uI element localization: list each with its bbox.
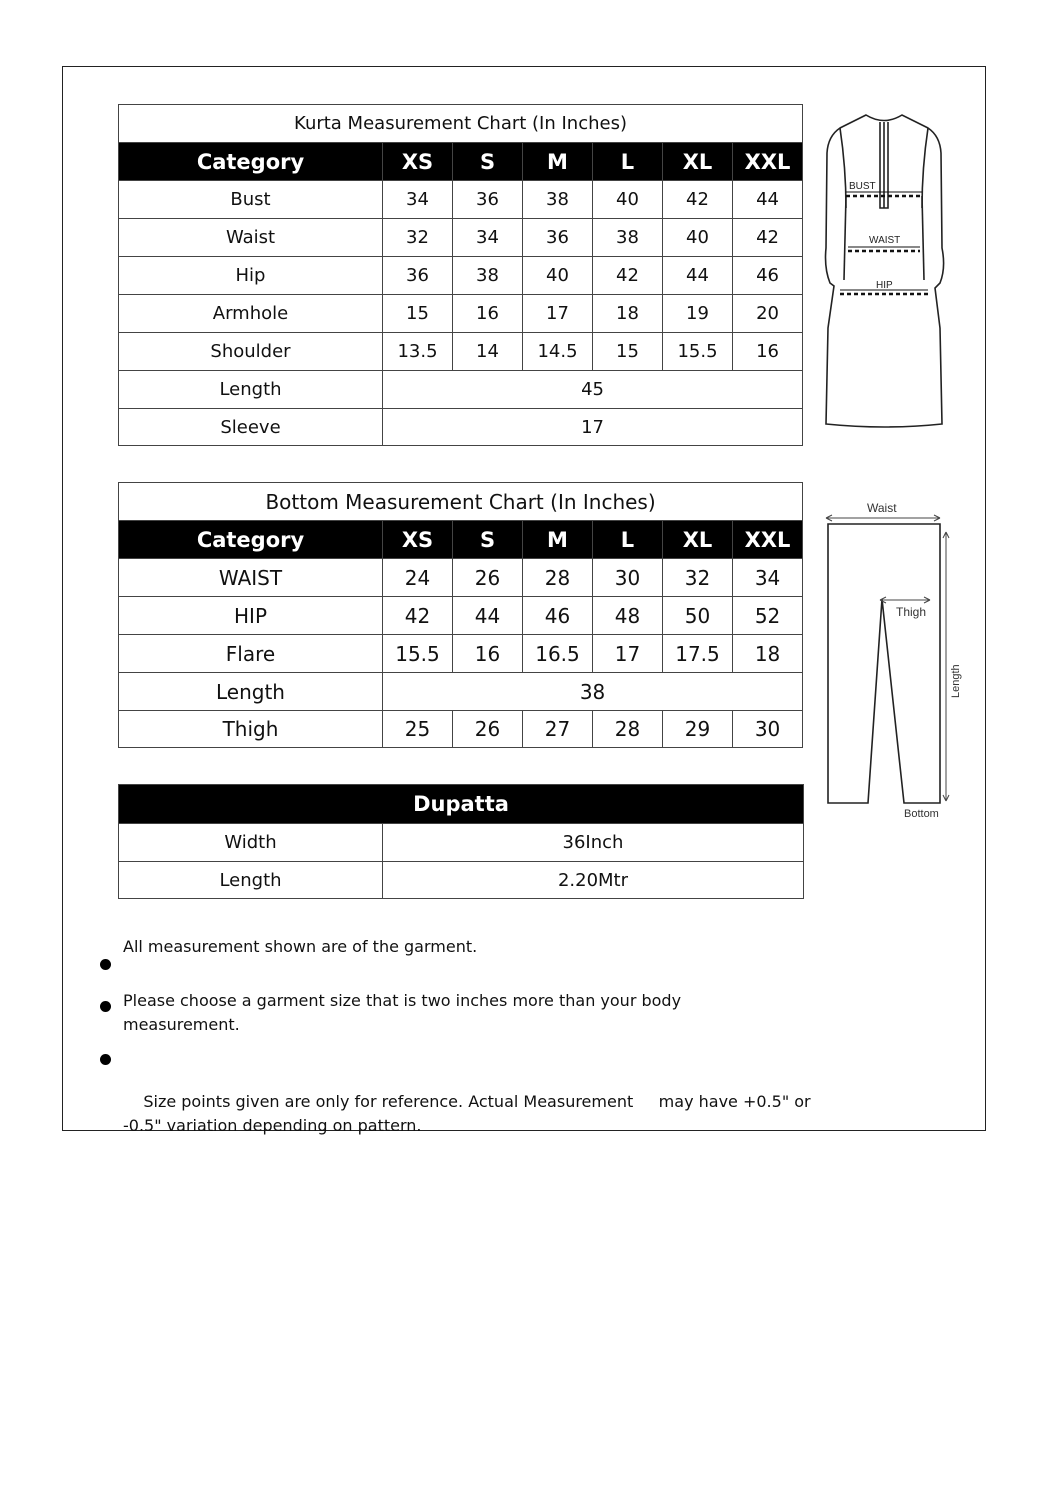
table-cell: 36Inch <box>383 824 804 862</box>
table-cell: 28 <box>523 559 593 597</box>
list-item <box>95 935 815 959</box>
table-cell: 34 <box>383 181 453 219</box>
table-cell: 38 <box>523 181 593 219</box>
table-cell: 46 <box>523 597 593 635</box>
bottom-header-category: Category <box>119 521 383 559</box>
row-label: Length <box>119 673 383 711</box>
table-cell: 52 <box>733 597 803 635</box>
table-row <box>119 409 803 446</box>
note-text: Size points given are only for reference. Actual Measurement may have +0.5" or -0.5" variation depending on pattern. <box>123 1092 816 1135</box>
table-cell: 36 <box>523 219 593 257</box>
kurta-header-m: M <box>523 143 593 181</box>
table-cell: 42 <box>733 219 803 257</box>
table-cell: 48 <box>593 597 663 635</box>
row-label: Sleeve <box>119 409 383 446</box>
bottom-header-m: M <box>523 521 593 559</box>
table-cell: 24 <box>383 559 453 597</box>
row-label: HIP <box>119 597 383 635</box>
table-cell: 36 <box>383 257 453 295</box>
table-row <box>119 597 803 635</box>
table-cell: 42 <box>383 597 453 635</box>
row-label: Waist <box>119 219 383 257</box>
kurta-diagram <box>818 108 953 430</box>
bottom-header-xl: XL <box>663 521 733 559</box>
table-cell: 20 <box>733 295 803 333</box>
table-row <box>119 824 804 862</box>
table-row <box>119 635 803 673</box>
kurta-diagram-hip-label: HIP <box>876 280 893 291</box>
table-cell: 13.5 <box>383 333 453 371</box>
bottom-diagram-thigh-label: Thigh <box>896 605 927 619</box>
table-row <box>119 257 803 295</box>
table-cell: 38 <box>593 219 663 257</box>
row-label: Shoulder <box>119 333 383 371</box>
table-cell-merged: 17 <box>383 409 803 446</box>
table-row <box>119 711 803 748</box>
table-cell: 15.5 <box>663 333 733 371</box>
table-cell: 15.5 <box>383 635 453 673</box>
table-row <box>119 181 803 219</box>
table-cell: 36 <box>453 181 523 219</box>
row-label: Width <box>119 824 383 862</box>
kurta-diagram-waist-label: WAIST <box>869 235 901 246</box>
table-row <box>119 295 803 333</box>
table-cell: 30 <box>593 559 663 597</box>
table-cell: 34 <box>453 219 523 257</box>
kurta-header-xxl: XXL <box>733 143 803 181</box>
kurta-table-title: Kurta Measurement Chart (In Inches) <box>119 105 803 143</box>
table-cell: 16 <box>453 295 523 333</box>
bottom-header-xxl: XXL <box>733 521 803 559</box>
bottom-header-l: L <box>593 521 663 559</box>
table-cell-merged: 45 <box>383 371 803 409</box>
table-cell: 27 <box>523 711 593 748</box>
table-row <box>119 333 803 371</box>
table-cell: 16 <box>733 333 803 371</box>
table-cell: 32 <box>663 559 733 597</box>
table-cell: 17.5 <box>663 635 733 673</box>
bottom-diagram <box>818 496 968 826</box>
table-cell: 18 <box>593 295 663 333</box>
table-cell: 40 <box>523 257 593 295</box>
bullet-icon <box>100 1001 111 1012</box>
notes-list <box>95 935 815 1162</box>
table-row <box>119 371 803 409</box>
bottom-table-title: Bottom Measurement Chart (In Inches) <box>119 483 803 521</box>
note-text: All measurement shown are of the garment. <box>123 937 478 956</box>
table-cell: 42 <box>663 181 733 219</box>
row-label: Flare <box>119 635 383 673</box>
kurta-header-xs: XS <box>383 143 453 181</box>
table-cell: 26 <box>453 711 523 748</box>
table-cell: 26 <box>453 559 523 597</box>
table-cell: 40 <box>593 181 663 219</box>
dupatta-title: Dupatta <box>119 785 804 824</box>
list-item <box>95 989 703 1037</box>
row-label: Thigh <box>119 711 383 748</box>
row-label: Bust <box>119 181 383 219</box>
table-cell: 44 <box>733 181 803 219</box>
table-cell: 18 <box>733 635 803 673</box>
table-row <box>119 862 804 899</box>
table-cell: 40 <box>663 219 733 257</box>
table-cell: 32 <box>383 219 453 257</box>
kurta-header-category: Category <box>119 143 383 181</box>
table-cell: 50 <box>663 597 733 635</box>
kurta-diagram-bust-label: BUST <box>849 181 876 192</box>
table-cell-merged: 38 <box>383 673 803 711</box>
row-label: Length <box>119 371 383 409</box>
table-row <box>119 559 803 597</box>
row-label: Armhole <box>119 295 383 333</box>
table-cell: 29 <box>663 711 733 748</box>
table-cell: 2.20Mtr <box>383 862 804 899</box>
list-item <box>95 1042 816 1162</box>
table-cell: 16 <box>453 635 523 673</box>
bottom-diagram-waist-label: Waist <box>867 501 897 515</box>
table-cell: 25 <box>383 711 453 748</box>
table-cell: 42 <box>593 257 663 295</box>
table-cell: 14 <box>453 333 523 371</box>
table-cell: 16.5 <box>523 635 593 673</box>
row-label: WAIST <box>119 559 383 597</box>
table-cell: 38 <box>453 257 523 295</box>
note-text: Please choose a garment size that is two inches more than your body measurement. <box>123 991 682 1034</box>
table-row <box>119 219 803 257</box>
table-cell: 44 <box>663 257 733 295</box>
table-cell: 46 <box>733 257 803 295</box>
kurta-measurement-table <box>118 104 803 446</box>
bottom-header-s: S <box>453 521 523 559</box>
kurta-header-xl: XL <box>663 143 733 181</box>
row-label: Hip <box>119 257 383 295</box>
table-cell: 44 <box>453 597 523 635</box>
table-cell: 15 <box>383 295 453 333</box>
bullet-icon <box>100 959 111 970</box>
table-cell: 15 <box>593 333 663 371</box>
bullet-icon <box>100 1054 111 1065</box>
kurta-header-s: S <box>453 143 523 181</box>
bottom-diagram-length-label: Length <box>950 664 962 698</box>
table-cell: 14.5 <box>523 333 593 371</box>
table-cell: 28 <box>593 711 663 748</box>
bottom-header-xs: XS <box>383 521 453 559</box>
table-cell: 17 <box>593 635 663 673</box>
table-cell: 17 <box>523 295 593 333</box>
table-cell: 34 <box>733 559 803 597</box>
table-cell: 19 <box>663 295 733 333</box>
row-label: Length <box>119 862 383 899</box>
bottom-measurement-table <box>118 482 803 748</box>
dupatta-table <box>118 784 804 899</box>
bottom-diagram-bottom-label: Bottom <box>904 808 939 820</box>
kurta-header-l: L <box>593 143 663 181</box>
table-row <box>119 673 803 711</box>
table-cell: 30 <box>733 711 803 748</box>
